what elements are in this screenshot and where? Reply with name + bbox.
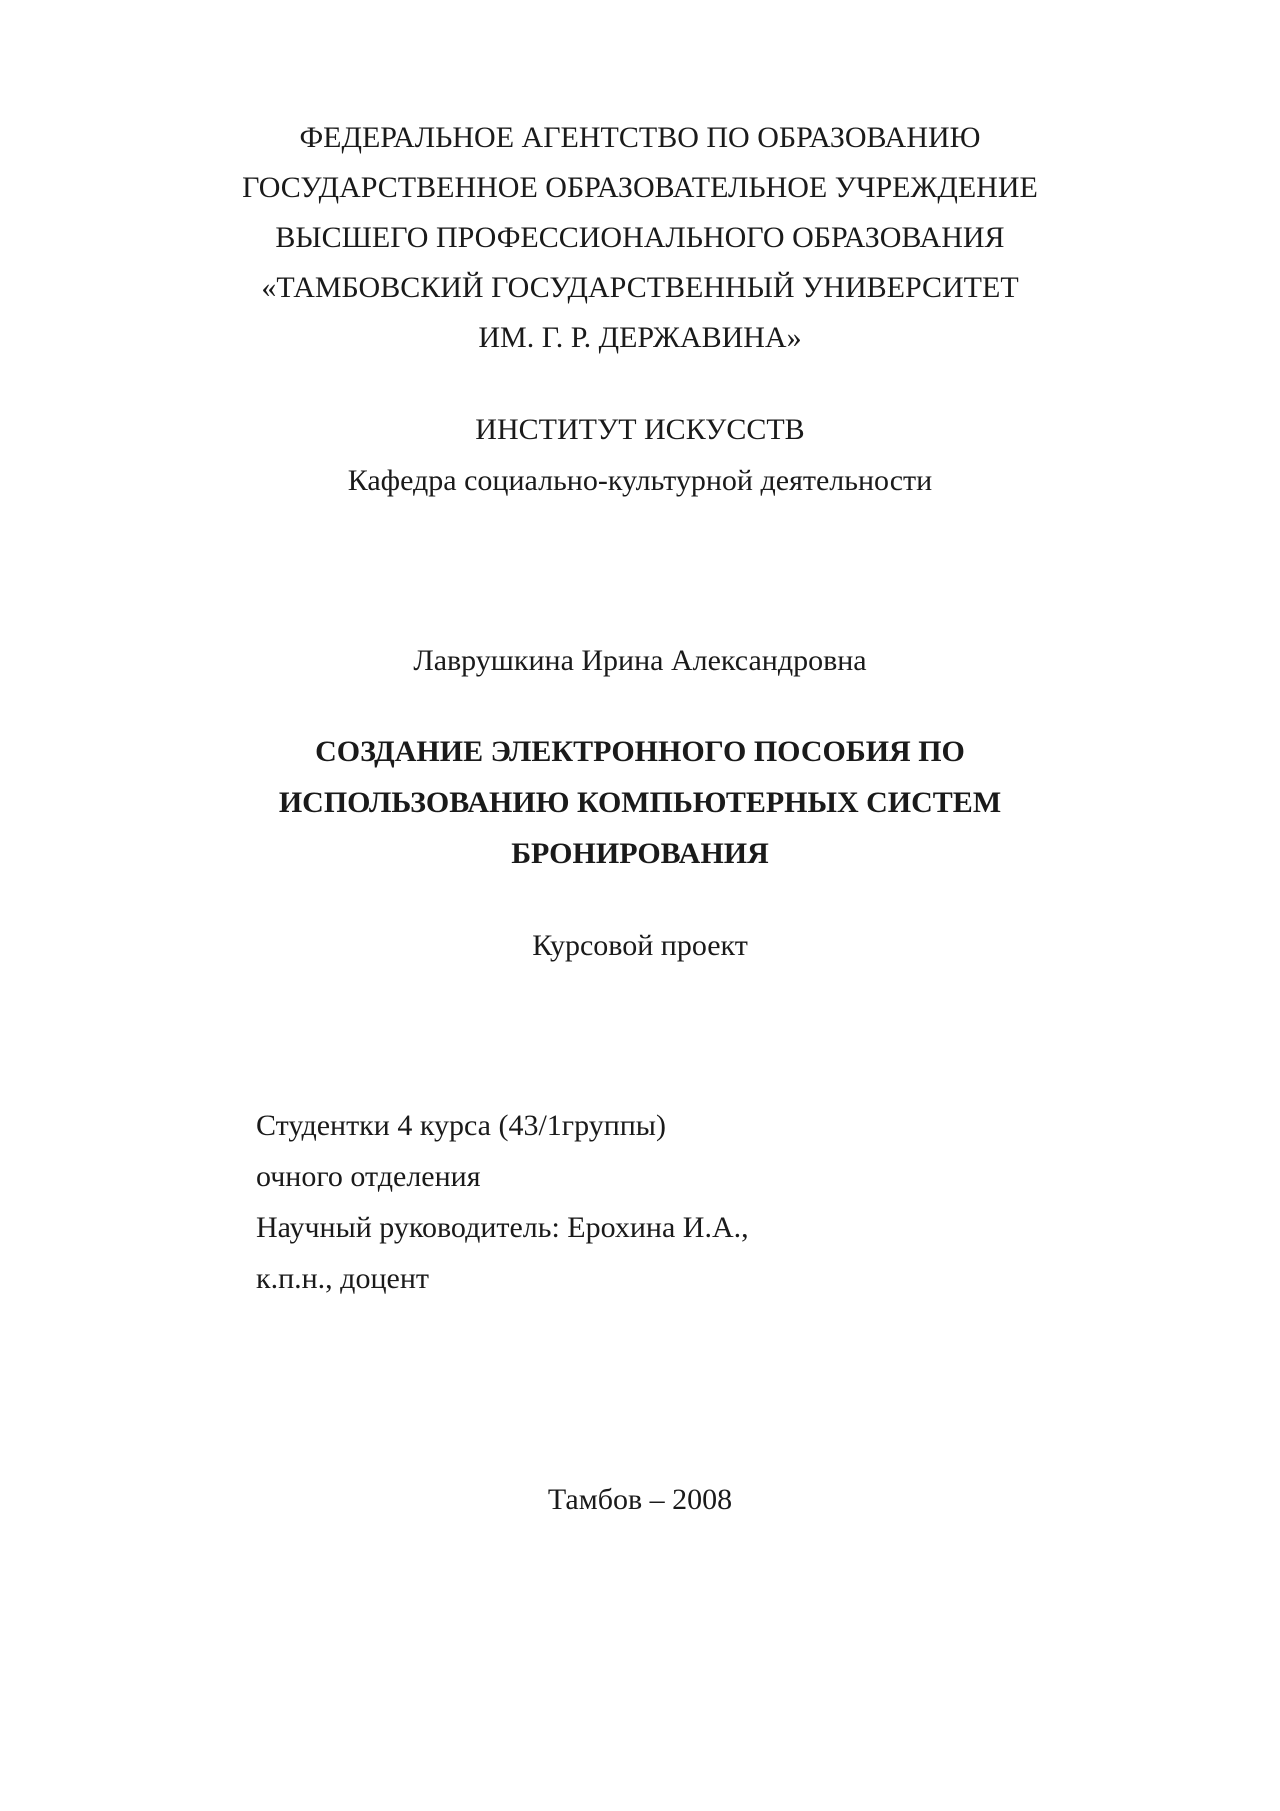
title-line: БРОНИРОВАНИЯ bbox=[511, 837, 769, 870]
header-line-agency: ФЕДЕРАЛЬНОЕ АГЕНТСТВО ПО ОБРАЗОВАНИЮ bbox=[299, 121, 981, 154]
author-name: Лаврушкина Ирина Александровна bbox=[413, 644, 867, 677]
details-line-degree: к.п.н., доцент bbox=[256, 1262, 429, 1295]
department-name: Кафедра социально-культурной деятельности bbox=[347, 464, 933, 497]
header-line-derzhavin: ИМ. Г. Р. ДЕРЖАВИНА» bbox=[478, 321, 802, 354]
title-line: ИСПОЛЬЗОВАНИЮ КОМПЬЮТЕРНЫХ СИСТЕМ bbox=[278, 786, 1002, 819]
header-line-education: ВЫСШЕГО ПРОФЕССИОНАЛЬНОГО ОБРАЗОВАНИЯ bbox=[275, 221, 1005, 254]
title-line: СОЗДАНИЕ ЭЛЕКТРОННОГО ПОСОБИЯ ПО bbox=[315, 735, 965, 768]
details-line-department: очного отделения bbox=[256, 1160, 481, 1193]
header-line-university: «ТАМБОВСКИЙ ГОСУДАРСТВЕННЫЙ УНИВЕРСИТЕТ bbox=[261, 271, 1019, 304]
place-year: Тамбов – 2008 bbox=[547, 1483, 733, 1516]
institute-name: ИНСТИТУТ ИСКУССТВ bbox=[475, 413, 805, 446]
details-line-supervisor: Научный руководитель: Ерохина И.А., bbox=[256, 1211, 749, 1244]
details-line-course: Студентки 4 курса (43/1группы) bbox=[256, 1109, 666, 1142]
work-type: Курсовой проект bbox=[532, 929, 748, 962]
header-line-institution: ГОСУДАРСТВЕННОЕ ОБРАЗОВАТЕЛЬНОЕ УЧРЕЖДЕНИЕ bbox=[242, 171, 1038, 204]
